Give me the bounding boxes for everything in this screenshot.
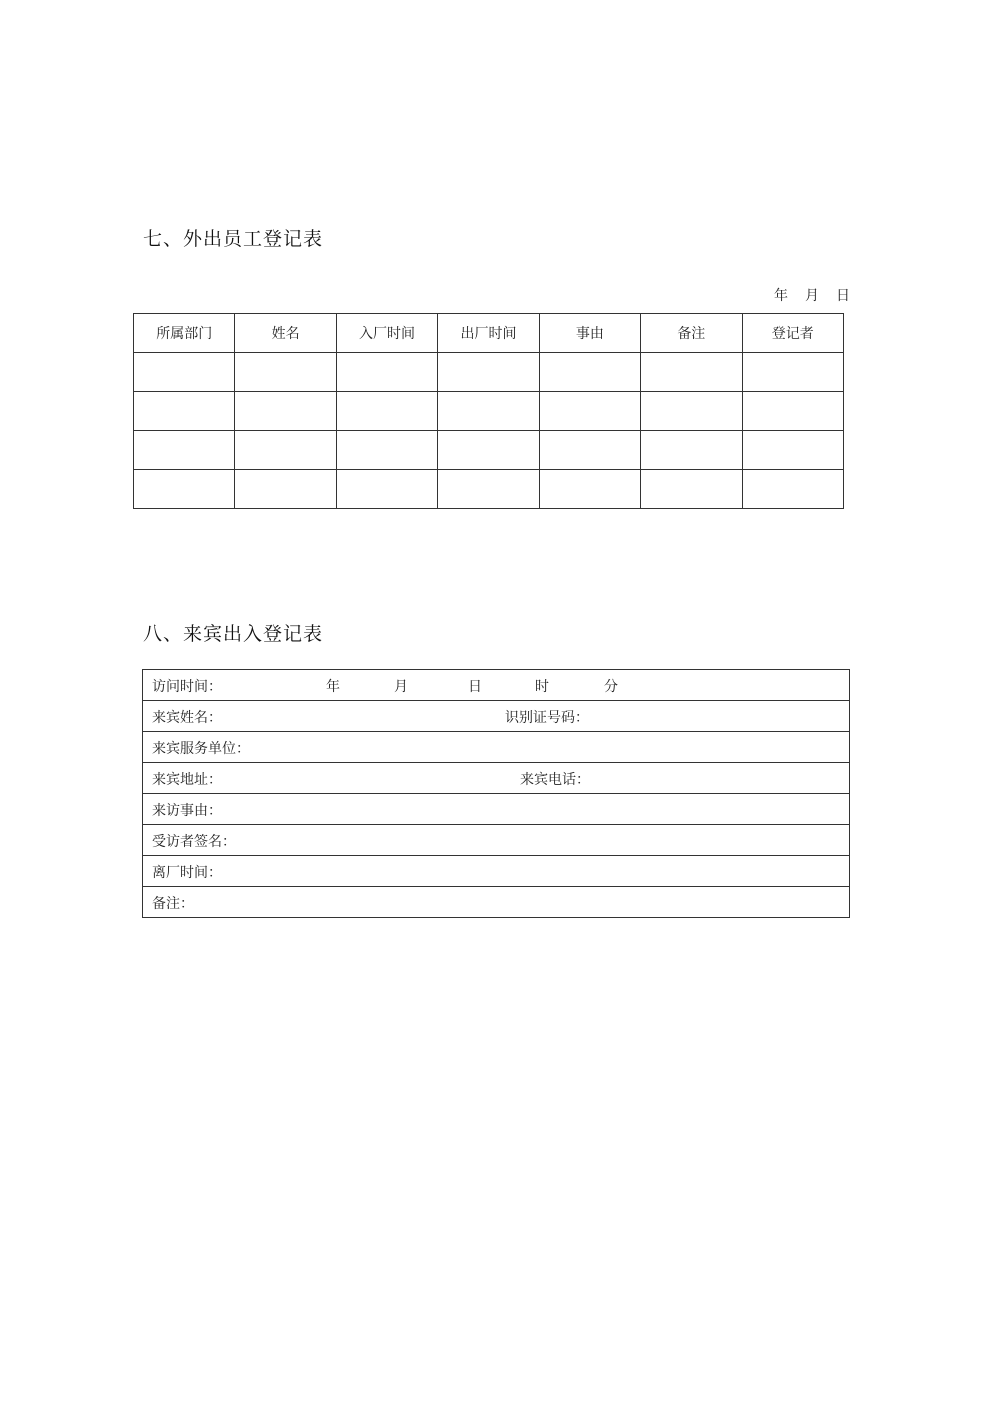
table-row bbox=[134, 470, 844, 509]
visitor-register-form bbox=[142, 669, 850, 918]
table-cell[interactable] bbox=[235, 431, 336, 470]
visit-time-label: 访问时间： bbox=[152, 679, 222, 695]
row-guest-address[interactable] bbox=[143, 762, 849, 793]
table-cell[interactable] bbox=[641, 392, 742, 431]
table-cell[interactable] bbox=[235, 353, 336, 392]
table-cell[interactable] bbox=[539, 353, 640, 392]
table-cell[interactable] bbox=[134, 392, 235, 431]
row-host-signature[interactable] bbox=[143, 824, 849, 855]
table-cell[interactable] bbox=[235, 392, 336, 431]
visit-reason-label: 来访事由： bbox=[152, 803, 222, 819]
table-cell[interactable] bbox=[539, 392, 640, 431]
table-cell[interactable] bbox=[336, 392, 437, 431]
row-visit-time[interactable] bbox=[143, 670, 849, 700]
visit-year-label: 年 bbox=[326, 679, 340, 695]
date-month-label: 月 bbox=[805, 288, 819, 304]
section-title-visitor-register: 八、来宾出入登记表 bbox=[143, 623, 324, 645]
visit-minute-label: 分 bbox=[604, 679, 618, 695]
table-cell[interactable] bbox=[742, 353, 843, 392]
guest-address-label: 来宾地址： bbox=[152, 772, 222, 788]
column-header-registrar: 登记者 bbox=[742, 314, 843, 353]
table-cell[interactable] bbox=[134, 431, 235, 470]
guest-organization-label: 来宾服务单位： bbox=[152, 741, 250, 757]
outgoing-staff-table bbox=[133, 313, 844, 509]
table-cell[interactable] bbox=[134, 470, 235, 509]
table-cell[interactable] bbox=[438, 431, 539, 470]
host-signature-label: 受访者签名： bbox=[152, 834, 236, 850]
table-cell[interactable] bbox=[134, 353, 235, 392]
table-cell[interactable] bbox=[539, 431, 640, 470]
column-header-remarks: 备注 bbox=[641, 314, 742, 353]
column-header-department: 所属部门 bbox=[134, 314, 235, 353]
row-leave-time[interactable] bbox=[143, 855, 849, 886]
table-cell[interactable] bbox=[336, 431, 437, 470]
table-cell[interactable] bbox=[336, 470, 437, 509]
column-header-entry-time: 入厂时间 bbox=[336, 314, 437, 353]
column-header-reason: 事由 bbox=[539, 314, 640, 353]
row-visit-reason[interactable] bbox=[143, 793, 849, 824]
table-cell[interactable] bbox=[336, 353, 437, 392]
table-row bbox=[134, 431, 844, 470]
date-day-label: 日 bbox=[836, 288, 850, 304]
visit-hour-label: 时 bbox=[535, 679, 549, 695]
table-cell[interactable] bbox=[641, 353, 742, 392]
table-row bbox=[134, 353, 844, 392]
date-line bbox=[774, 285, 850, 305]
table-cell[interactable] bbox=[742, 392, 843, 431]
row-remarks[interactable] bbox=[143, 886, 849, 917]
table-cell[interactable] bbox=[742, 431, 843, 470]
guest-name-label: 来宾姓名： bbox=[152, 710, 222, 726]
table-cell[interactable] bbox=[235, 470, 336, 509]
section-title-outgoing-staff: 七、外出员工登记表 bbox=[143, 228, 324, 250]
table-cell[interactable] bbox=[438, 353, 539, 392]
row-guest-name[interactable] bbox=[143, 700, 849, 731]
guest-phone-label: 来宾电话： bbox=[520, 772, 590, 788]
column-header-exit-time: 出厂时间 bbox=[438, 314, 539, 353]
column-header-name: 姓名 bbox=[235, 314, 336, 353]
table-header-row bbox=[134, 314, 844, 353]
table-cell[interactable] bbox=[742, 470, 843, 509]
visit-day-label: 日 bbox=[468, 679, 482, 695]
remarks-label: 备注： bbox=[152, 896, 194, 912]
table-cell[interactable] bbox=[438, 470, 539, 509]
leave-time-label: 离厂时间： bbox=[152, 865, 222, 881]
table-cell[interactable] bbox=[539, 470, 640, 509]
visit-month-label: 月 bbox=[394, 679, 408, 695]
date-year-label: 年 bbox=[774, 288, 788, 304]
id-number-label: 识别证号码： bbox=[505, 710, 589, 726]
row-guest-organization[interactable] bbox=[143, 731, 849, 762]
table-cell[interactable] bbox=[641, 470, 742, 509]
table-row bbox=[134, 392, 844, 431]
table-cell[interactable] bbox=[641, 431, 742, 470]
table-cell[interactable] bbox=[438, 392, 539, 431]
